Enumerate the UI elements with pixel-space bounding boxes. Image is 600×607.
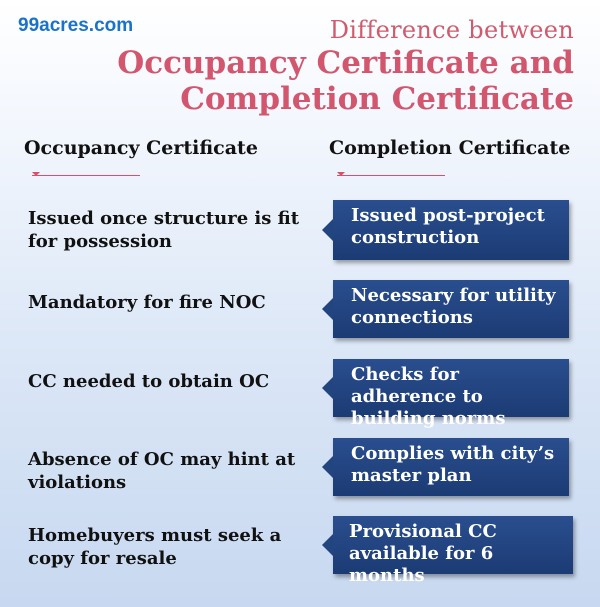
completion-point-box — [333, 516, 573, 586]
occupancy-heading-underline — [32, 175, 140, 176]
infographic-title — [117, 15, 574, 117]
title-line-2: Occupancy Certificate and — [117, 45, 574, 81]
completion-point-text: Checks for adherence to building norms — [351, 364, 506, 429]
occupancy-point: Absence of OC may hint at violations — [28, 449, 296, 493]
completion-point-box — [333, 359, 569, 429]
occupancy-point: CC needed to obtain OC — [28, 371, 270, 392]
occupancy-heading: Occupancy Certificate — [24, 137, 258, 159]
title-line-1: Difference between — [329, 16, 574, 44]
brand-logo: 99acres.com — [18, 15, 134, 36]
title-line-3: Completion Certificate — [180, 81, 574, 117]
completion-point-box — [333, 438, 569, 496]
occupancy-point: Issued once structure is fit for possession — [28, 208, 300, 252]
occupancy-point: Homebuyers must seek a copy for resale — [28, 525, 282, 569]
completion-heading-underline — [337, 175, 445, 176]
completion-point-text: Issued post-project construction — [351, 205, 545, 248]
completion-point-text: Necessary for utility connections — [351, 285, 556, 328]
completion-heading: Completion Certificate — [329, 137, 571, 159]
completion-point-text: Provisional CC available for 6 months — [349, 521, 497, 586]
completion-point-box — [333, 200, 569, 260]
occupancy-point: Mandatory for fire NOC — [28, 292, 266, 313]
completion-point-text: Complies with city’s master plan — [351, 443, 555, 486]
completion-point-box — [333, 280, 569, 338]
